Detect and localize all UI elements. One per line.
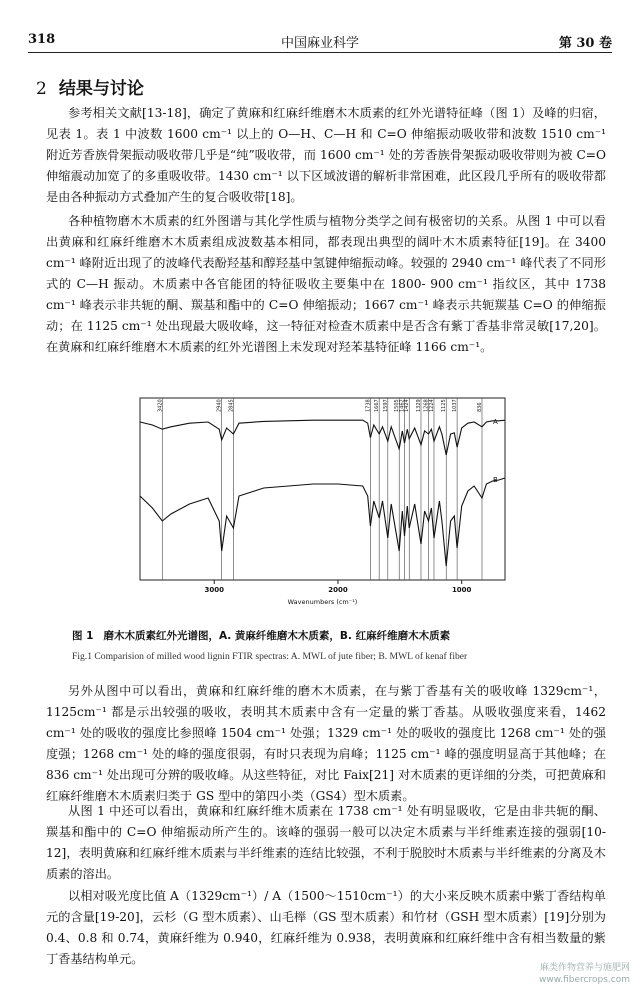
journal-name: 中国麻业科学 [280, 36, 359, 51]
peak-marker-label: 1268 [423, 399, 430, 412]
section-title: 结果与讨论 [58, 79, 144, 99]
peak-marker-label: 1667 [374, 399, 381, 412]
volume-label: 第 30 卷 [558, 36, 612, 51]
figure-caption-text: 磨木木质素红外光谱图，A. 黄麻纤维磨木木质素，B. 红麻纤维磨木木质素 [103, 630, 451, 642]
peak-marker-label: 2940 [216, 399, 223, 412]
peak-marker-label: 1505 [394, 399, 401, 412]
paragraph-carbonyl: 从图 1 中还可以看出，黄麻和红麻纤维木质素在 1738 cm⁻¹ 处有明显吸收，它是由非共轭的酮、羰基和酯中的 C=O 伸缩振动所产生的。该峰的强弱一般可以决定木质素与半纤维素连接的强弱[10-12]，表明黄麻和红麻纤维木质素与半纤维素的连结比较强，不利于脱胶时木质素与半纤维素的分离及木质素的溶出。 [46, 804, 606, 881]
peak-marker-label: 1462 [399, 399, 406, 412]
peak-marker-label: 1125 [441, 399, 448, 412]
x-tick-label: 1000 [451, 586, 472, 594]
watermark-url: www.fibercrops.com [539, 975, 630, 985]
series-line-a [140, 420, 505, 455]
peak-marker-label: 1738 [365, 399, 372, 412]
series-label-a: A [493, 418, 498, 427]
page-number: 318 [28, 32, 56, 47]
paragraph-ir-features: 各种植物磨木木质素的红外图谱与其化学性质与植物分类学之间有极密切的关系。从图 1 中可以看出黄麻和红麻纤维磨木木质素组成波数基本相同，都表现出典型的阔叶木木质素特征[19]。在 3400 cm⁻¹ 峰附近出现了的波峰代表酚羟基和醇羟基中氢键伸缩振动峰。较强的 2940 cm⁻¹ 峰代表了不同形式的 C—H 振动。木质素中各官能团的特征吸收主要集中在 1800- 900 cm⁻¹ 指纹区，其中 1738 cm⁻¹ 峰表示非共轭的酮、羰基和酯中的 C=O 伸缩振动；1667 cm⁻¹ 峰表示共轭羰基 C=O 的伸缩振动；在 1125 cm⁻¹ 处出现最大吸收峰，这一特征对检查木质素中是否含有紫丁香基非常灵敏[17,20]。在黄麻和红麻纤维磨木木质素的红外光谱图上未发现对羟苯基特征峰 1166 cm⁻¹。 [46, 214, 606, 354]
plot-frame [140, 398, 505, 580]
ftir-chart [100, 388, 520, 618]
peak-marker-label: 1037 [452, 399, 459, 412]
peak-marker-label: 836 [476, 402, 483, 412]
series-line-b [140, 478, 505, 566]
section-number: 2 [36, 79, 47, 99]
watermark-cn: 麻类作物营养与施肥网 [539, 963, 630, 973]
x-tick-label: 2000 [328, 586, 348, 594]
ftir-figure [100, 388, 520, 618]
x-tick-label: 3000 [204, 586, 224, 594]
series-label-b: B [493, 476, 498, 484]
figure-caption-cn [72, 628, 460, 643]
peak-marker-label: 2845 [228, 399, 235, 412]
figure-caption-en: Fig.1 Comparision of milled wood lignin FTIR spectras: A. MWL of jute fiber; B. MWL of kenaf fiber [72, 651, 468, 662]
figure-caption-label: 图 1 [72, 630, 94, 642]
x-axis-label: Wavenumbers (cm⁻¹) [287, 598, 358, 606]
paragraph-absorbance-ratio: 以相对吸光度比值 A（1329cm⁻¹）/ A（1500～1510cm⁻¹）的大小来反映木质素中紫丁香结构单元的含量[19-20]，云杉（G 型木质素）、山毛榉（GS 型木质素）和竹材（GSH 型木质素）[19]分别为 0.4、0.8 和 0.74，黄麻纤维为 0.940，红麻纤维为 0.938，表明黄麻和红麻纤维中含有相当数量的紫丁香基结构单元。 [46, 889, 606, 966]
peak-marker-label: 1597 [382, 399, 389, 412]
peak-marker-label: 1329 [415, 399, 422, 412]
paragraph-syringyl: 另外从图中可以看出，黄麻和红麻纤维的磨木木质素，在与紫丁香基有关的吸收峰 1329cm⁻¹，1125cm⁻¹ 都是示出较强的吸收，表明其木质素中含有一定量的紫丁香基。从吸收强度来看，1462 cm⁻¹ 处的吸收的强度比参照峰 1504 cm⁻¹ 处强；1329 cm⁻¹ 处的吸收的强度比 1268 cm⁻¹ 处的强度强；1268 cm⁻¹ 处的峰的强度很弱，有时只表现为肩峰；1125 cm⁻¹ 峰的强度明显高于其他峰；在 836 cm⁻¹ 处出现可分辨的吸收峰。从这些特征，对比 Faix[21] 对木质素的更详细的分类，可把黄麻和红麻纤维磨木木质素归类于 GS 型中的第四小类（GS4）型木质素。 [46, 684, 606, 803]
peak-marker-label: 1224 [428, 399, 435, 412]
peak-marker-label: 1424 [404, 399, 411, 412]
section-heading [36, 74, 144, 99]
watermark [539, 962, 630, 986]
peak-marker-label: 3420 [157, 399, 164, 412]
running-header [28, 30, 612, 53]
paragraph-ir-assignment: 参考相关文献[13-18]，确定了黄麻和红麻纤维磨木木质素的红外光谱特征峰（图 1）及峰的归宿，见表 1。表 1 中波数 1600 cm⁻¹ 以上的 O—H、C—H 和 C=O 伸缩振动吸收带和波数 1510 cm⁻¹ 附近芳香族骨架振动吸收带几乎是“纯”吸收带，而 1600 cm⁻¹ 处的芳香族骨架振动吸收带则为被 C=O 伸缩震动加宽了的多重吸收带。1430 cm⁻¹ 以下区域波谱的解析非常困难，此区段几乎所有的吸收带都是由各种振动方式叠加产生的复合吸收带[18]。 [46, 106, 606, 204]
